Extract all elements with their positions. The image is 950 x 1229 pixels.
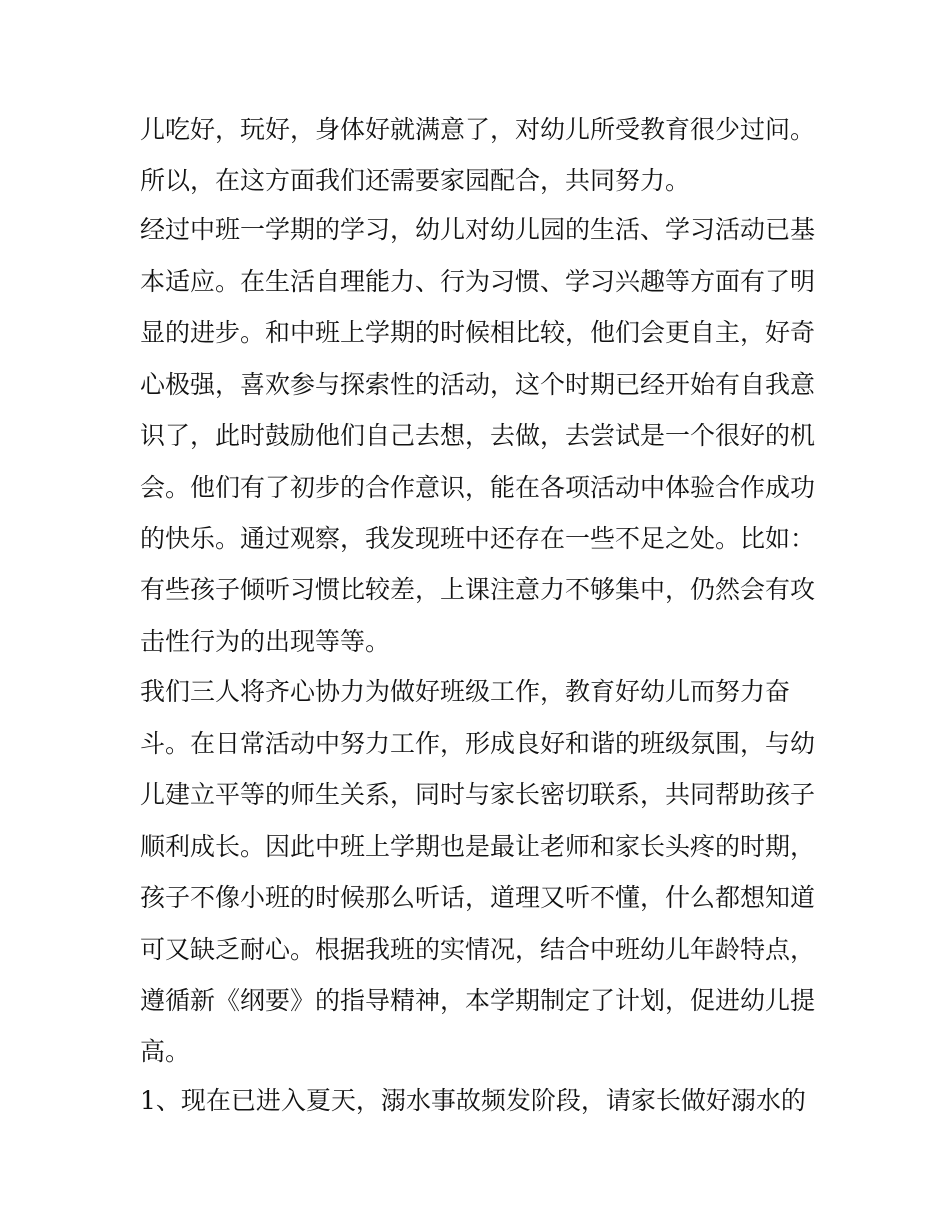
text-line: 会。他们有了初步的合作意识，能在各项活动中体验合作成功 [140, 473, 816, 502]
text-line: 我们三人将齐心协力为做好班级工作，教育好幼儿而努力奋 [140, 677, 791, 706]
text-line: 儿吃好，玩好，身体好就满意了，对幼儿所受教育很少过问。 [140, 115, 816, 144]
text-line: 击性行为的出现等等。 [140, 627, 391, 656]
text-line: 顺利成长。因此中班上学期也是最让老师和家长头疼的时期， [140, 832, 816, 861]
text-line: 识了，此时鼓励他们自己去想，去做，去尝试是一个很好的机 [140, 421, 816, 450]
text-line: 斗。在日常活动中努力工作，形成良好和谐的班级氛围，与幼 [140, 729, 816, 758]
text-line: 显的进步。和中班上学期的时候相比较，他们会更自主，好奇 [140, 318, 816, 347]
text-line: 的快乐。通过观察，我发现班中还存在一些不足之处。比如： [140, 524, 816, 553]
text-line: 1、现在已进入夏天，溺水事故频发阶段，请家长做好溺水的 [140, 1086, 806, 1115]
text-line: 孩子不像小班的时候那么听话，道理又听不懂，什么都想知道 [140, 883, 816, 912]
text-line: 遵循新《纲要》的指导精神，本学期制定了计划，促进幼儿提 [140, 986, 816, 1015]
text-line: 心极强，喜欢参与探索性的活动，这个时期已经开始有自我意 [140, 370, 816, 399]
text-line: 儿建立平等的师生关系，同时与家长密切联系，共同帮助孩子 [140, 780, 816, 809]
text-line: 经过中班一学期的学习，幼儿对幼儿园的生活、学习活动已基 [140, 215, 816, 244]
text-line: 可又缺乏耐心。根据我班的实情况，结合中班幼儿年龄特点， [140, 935, 816, 964]
text-line: 高。 [140, 1037, 191, 1066]
text-line: 本适应。在生活自理能力、行为习惯、学习兴趣等方面有了明 [140, 267, 816, 296]
text-line: 所以，在这方面我们还需要家园配合，共同努力。 [140, 166, 691, 195]
text-line: 有些孩子倾听习惯比较差，上课注意力不够集中，仍然会有攻 [140, 575, 816, 604]
